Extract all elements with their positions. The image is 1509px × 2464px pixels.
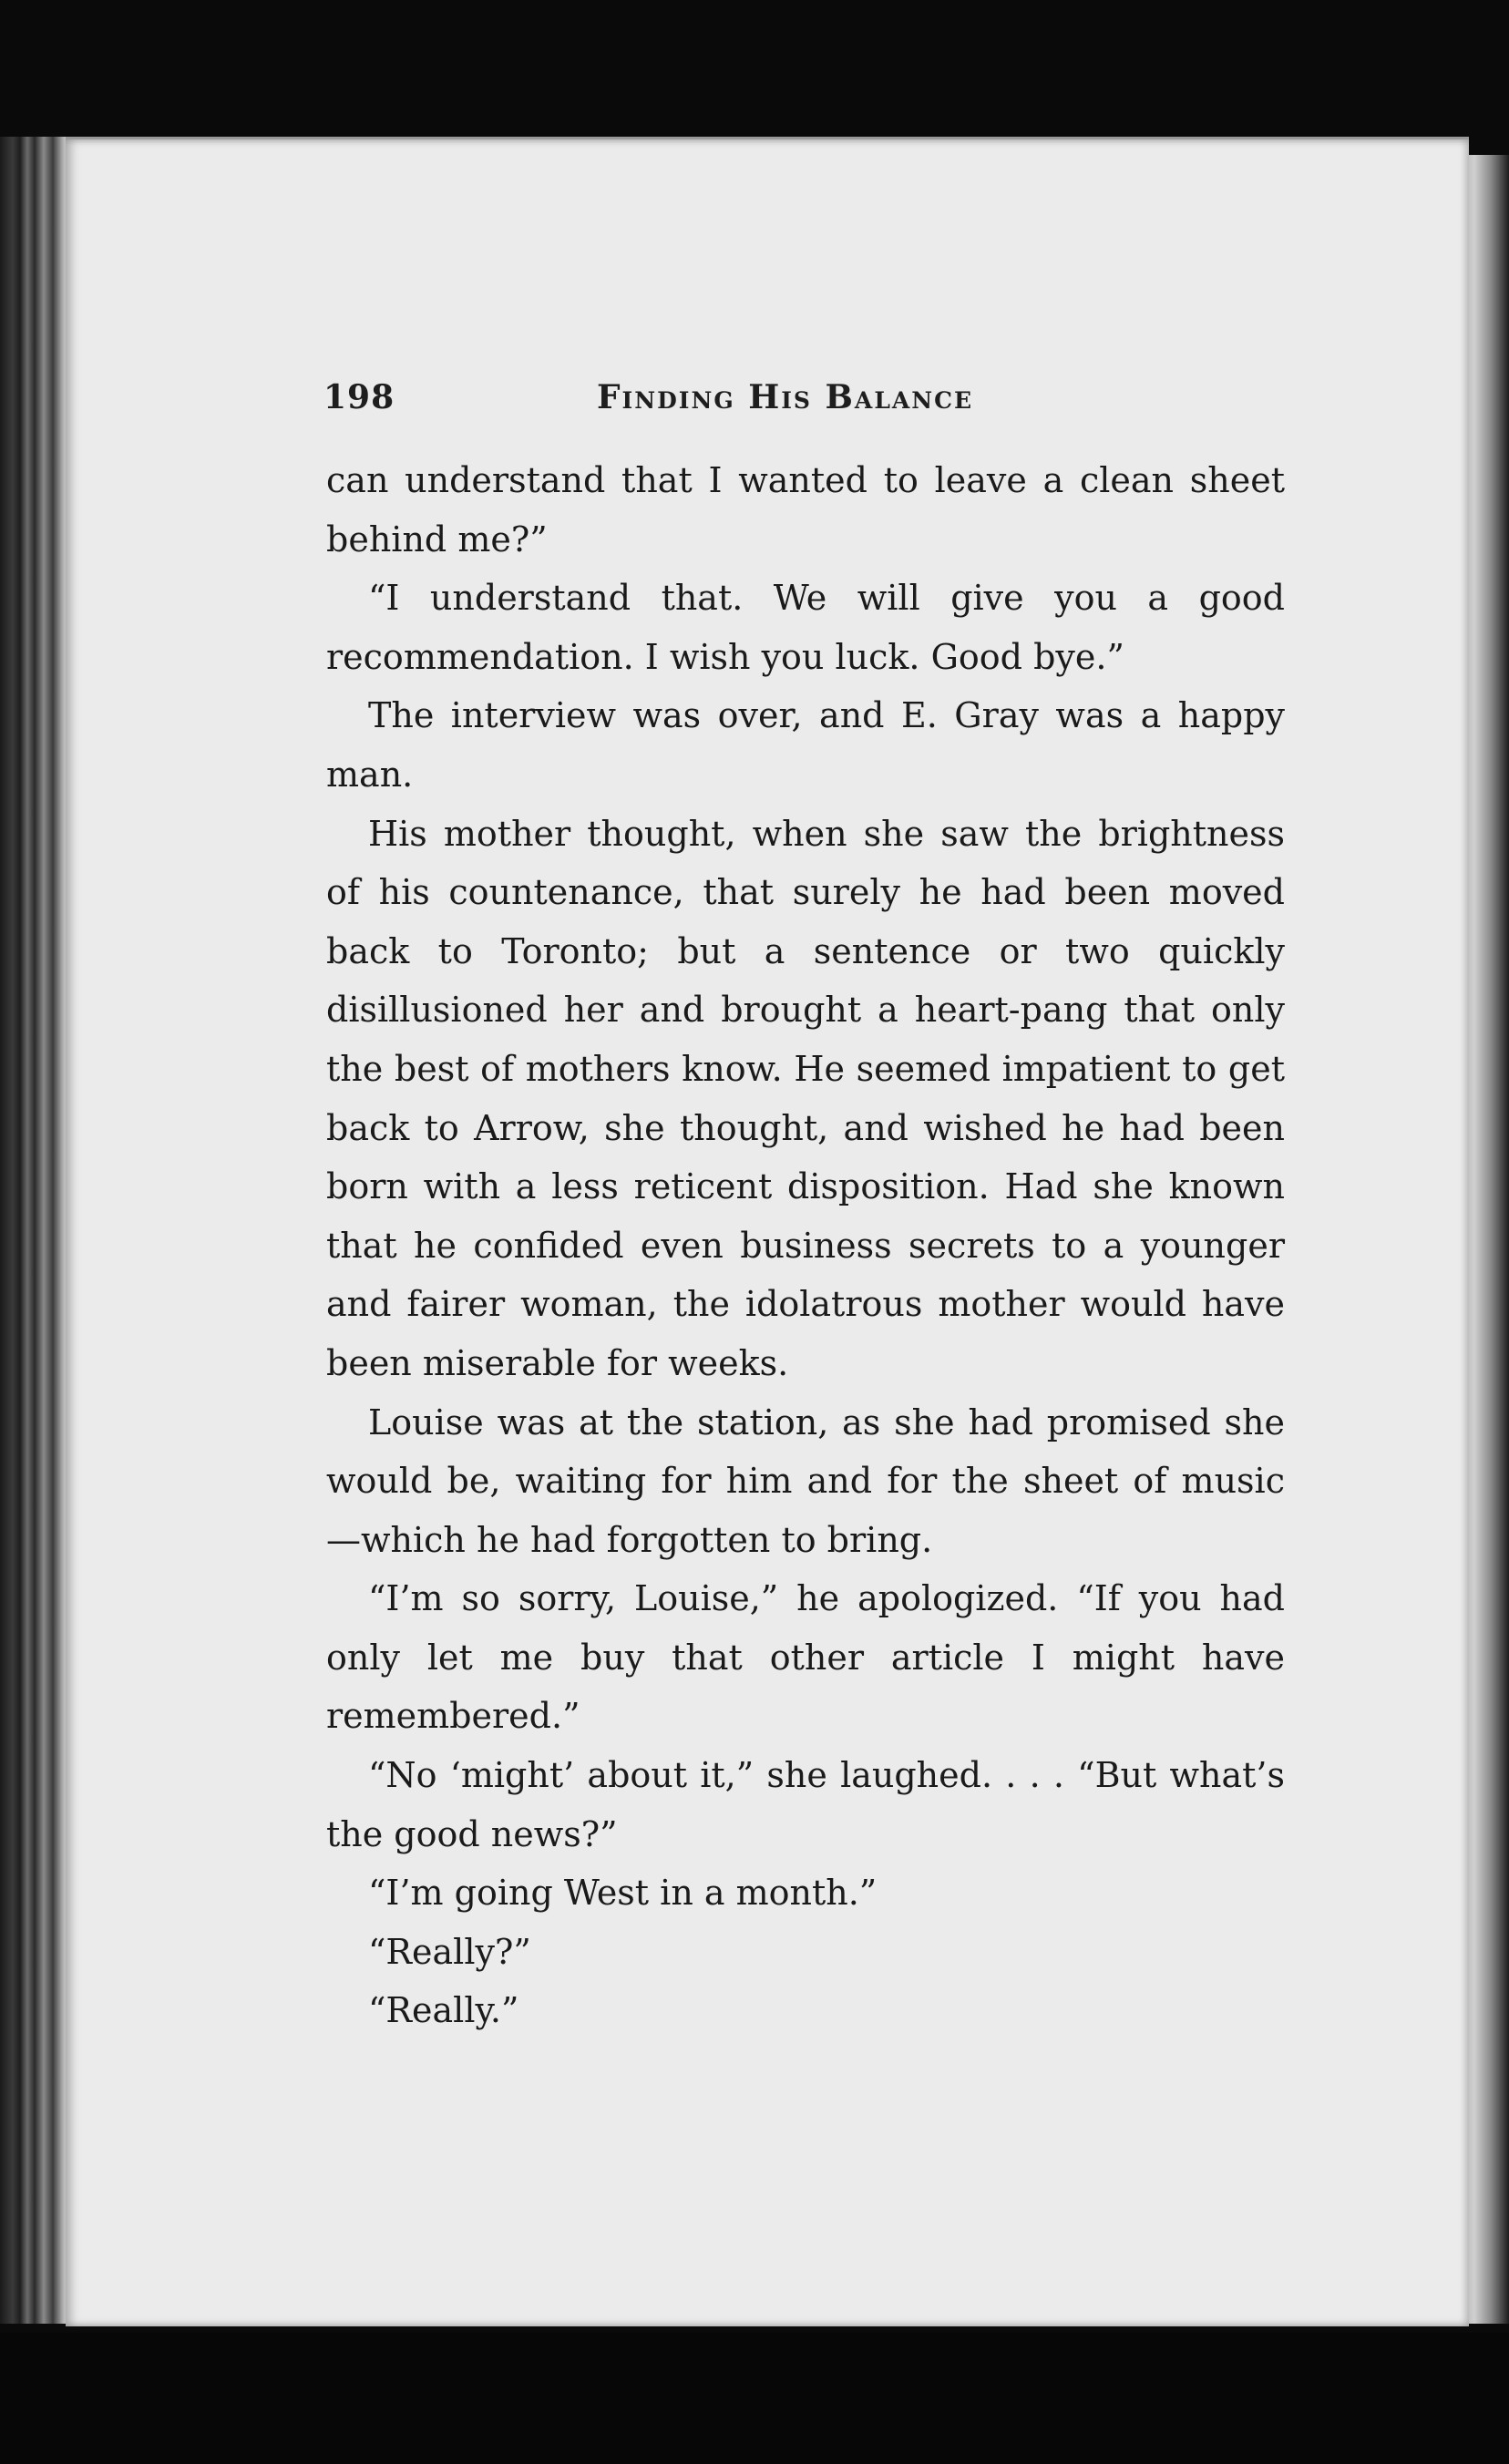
paragraph: “I’m so sorry, Louise,” he apologized. “If you had only let me buy that other article I might have remembered.” [326,1578,1285,1737]
paragraph: Louise was at the station, as she had promised she would be, waiting for him and for the sheet of music —which he had forgotten to bring. [326,1401,1285,1560]
paragraph: His mother thought, when she saw the brightness of his countenance, that surely he had been moved back to Toronto; but a sentence or two quickly disillusioned her and brought a heart-pang that only the best of mothers know. He seemed impatient to get back to Arrow, she thought, and wished he had been born with a less reticent disposition. Had she known that he confided even business secrets to a younger and fairer woman, the idolatrous mother would have been miserable for weeks. [326,813,1285,1383]
page-number: 198 [323,378,395,416]
paragraph: “No ‘might’ about it,” she laughed. . . . “But what’s the good news?” [326,1755,1285,1854]
scan-bottom-margin [0,2333,1509,2464]
running-title: Finding His Balance [597,378,974,416]
paragraph: “Really?” [368,1931,531,1972]
body-text [326,451,1285,2040]
page-header [323,378,1034,424]
book-page-edges [0,137,73,2324]
paragraph: “I understand that. We will give you a good recommendation. I wish you luck. Good bye.” [326,578,1285,677]
paragraph: “I’m going West in a month.” [368,1873,878,1914]
paragraph: can understand that I wanted to leave a clean sheet behind me?” [326,460,1285,560]
paragraph: The interview was over, and E. Gray was a happy man. [326,695,1285,795]
paragraph: “Really.” [368,1990,519,2031]
